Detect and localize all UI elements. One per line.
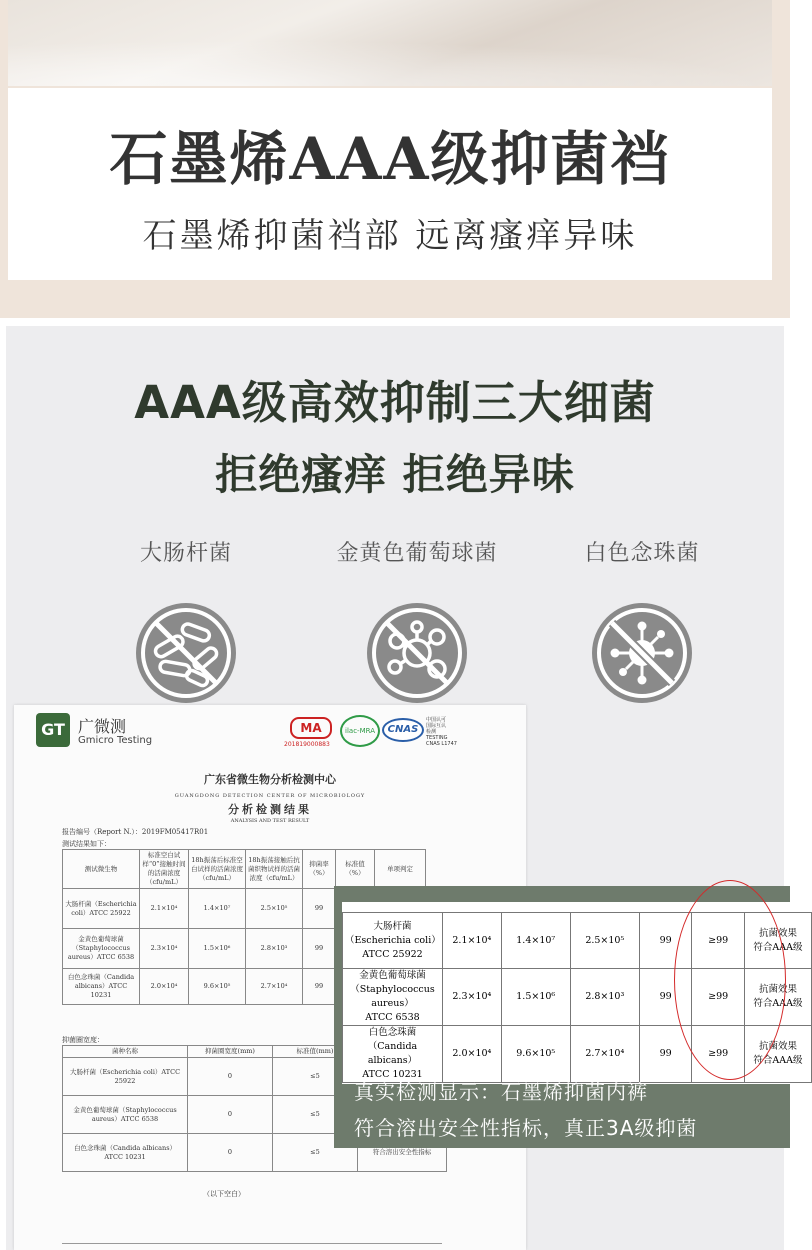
- result-title-en: ANALYSIS AND TEST RESULT: [230, 818, 310, 824]
- cnas-logo: CNAS: [382, 718, 424, 742]
- table-header: 单项判定: [375, 850, 426, 889]
- table-cell: 99: [303, 889, 336, 929]
- table-cell: ≥99: [692, 1026, 745, 1083]
- table-cell: 0: [188, 1096, 273, 1134]
- candida-prohibited-icon: [590, 601, 694, 705]
- callout-caption-line2: 符合溶出安全性指标，真正3A级抑菌: [354, 1116, 698, 1140]
- table-cell: 0: [188, 1134, 273, 1172]
- gmicro-logo: GT: [36, 713, 70, 747]
- ilac-mra-logo: ilac-MRA: [340, 715, 380, 747]
- section-label: 测试结果如下：: [62, 840, 111, 848]
- verdict-line: 符合AAA级: [753, 1055, 803, 1066]
- table-cell: ≤5: [273, 1096, 358, 1134]
- table-cell: 0: [188, 1058, 273, 1096]
- organism-latin: （Staphylococcus aureus）: [350, 984, 435, 1009]
- bacillus-prohibited-icon: [134, 601, 238, 705]
- lab-center-name: 广东省微生物分析检测中心: [204, 773, 336, 786]
- lab-brand: 广微测: [78, 717, 127, 736]
- highlight-ellipse: [674, 880, 786, 1080]
- table-cell: [343, 969, 443, 1026]
- table-cell: 2.1×10⁴: [140, 889, 189, 929]
- table-cell: 符合溶出安全性指标: [358, 1134, 447, 1172]
- organism-strain: ATCC 10231: [362, 1069, 423, 1080]
- blank-note: （以下空白）: [203, 1190, 245, 1198]
- table-cell: ≤5: [273, 1134, 358, 1172]
- report-number: 报告编号（Report N.）：2019FM05417R01: [62, 828, 209, 836]
- table-cell: 9.6×10⁵: [189, 969, 246, 1005]
- table-cell: ≥99: [692, 913, 745, 969]
- bacteria-item-staph: [317, 536, 517, 705]
- cnas-caption: 中国认可 国际互认 检测 TESTING CNAS L1747: [426, 717, 457, 747]
- table-header: 标准值（%）: [336, 850, 375, 889]
- table-cell: 1.5×10⁶: [501, 969, 570, 1026]
- organism-name: 白色念珠菌: [368, 1027, 417, 1038]
- table-cell: 1.4×10⁷: [189, 889, 246, 929]
- organism-latin: （Candida albicans）: [367, 1041, 418, 1066]
- verdict-line: 抗菌效果: [758, 927, 797, 939]
- table-header: 标准空白试样“0”接触时间的活菌浓度（cfu/mL）: [140, 850, 189, 889]
- table-cell: 2.7×10⁴: [570, 1026, 639, 1083]
- verdict-line: 符合AAA级: [753, 998, 803, 1009]
- lab-center-name-en: GUANGDONG DETECTION CENTER OF MICROBIOLOGY: [174, 793, 366, 799]
- table-cell: ≤5: [273, 1058, 358, 1096]
- table-header-row: [63, 850, 426, 889]
- table-cell: 金黄色葡萄球菌（Staphylococcus aureus）ATCC 6538: [63, 929, 140, 969]
- table-cell: 99: [639, 969, 692, 1026]
- staphylococcus-prohibited-icon: [365, 601, 469, 705]
- table-header: 18h振荡接触后抗菌织物试样的活菌浓度（cfu/mL）: [246, 850, 303, 889]
- table-header: 菌种名称: [63, 1046, 188, 1058]
- title-card: [8, 88, 772, 280]
- verdict-line: 符合AAA级: [753, 941, 803, 953]
- verdict-line: 抗菌效果: [758, 984, 797, 995]
- table-cell: 2.3×10⁴: [140, 929, 189, 969]
- page-subtitle: 石墨烯抑菌裆部 远离瘙痒异味: [142, 216, 638, 256]
- footer-rule: [62, 1243, 442, 1244]
- table-cell: ≥99: [692, 969, 745, 1026]
- organism-strain: ATCC 6538: [365, 1012, 420, 1023]
- page-title: 石墨烯AAA级抑菌裆: [109, 125, 671, 193]
- table-cell: 2.0×10⁴: [442, 1026, 501, 1083]
- table-cell: 2.1×10⁴: [442, 913, 501, 969]
- bacteria-item-candida: [542, 536, 742, 705]
- table-cell: 1.5×10⁶: [189, 929, 246, 969]
- table-cell: 2.5×10⁵: [246, 889, 303, 929]
- bacteria-item-ecoli: [86, 536, 286, 705]
- table-cell: 2.7×10⁴: [246, 969, 303, 1005]
- bacteria-name: 白色念珠菌: [584, 541, 700, 566]
- table-cell: 1.4×10⁷: [501, 913, 570, 969]
- feature-subheadline: 拒绝瘙痒 拒绝异味: [215, 450, 575, 499]
- feature-headline: AAA级高效抑制三大细菌: [134, 376, 656, 429]
- table-header: 标准值(mm): [273, 1046, 358, 1058]
- table-cell: [343, 913, 443, 969]
- table-cell: 99: [303, 929, 336, 969]
- table-cell: 99: [303, 969, 336, 1005]
- table-cell: 大肠杆菌（Escherichia coli）ATCC 25922: [63, 1058, 188, 1096]
- table-cell: 白色念珠菌（Candida albicans）ATCC 10231: [63, 969, 140, 1005]
- cma-number: 201819000883: [284, 741, 330, 748]
- organism-name: 大肠杆菌: [373, 920, 412, 932]
- table-cell: 大肠杆菌（Escherichia coli）ATCC 25922: [63, 889, 140, 929]
- table-header: 抑菌圈宽度(mm): [188, 1046, 273, 1058]
- organism-strain: ATCC 25922: [362, 948, 423, 960]
- result-title: 分析检测结果: [228, 803, 312, 816]
- verdict-line: 抗菌效果: [758, 1041, 797, 1052]
- table-cell: 99: [639, 1026, 692, 1083]
- table-cell: [343, 1026, 443, 1083]
- table-cell: 2.5×10⁵: [570, 913, 639, 969]
- table-cell: 2.0×10⁴: [140, 969, 189, 1005]
- table-cell: 金黄色葡萄球菌（Staphylococcus aureus）ATCC 6538: [63, 1096, 188, 1134]
- top-banner: [0, 0, 790, 318]
- lab-brand-en: Gmicro Testing: [78, 735, 153, 746]
- organism-latin: （Escherichia coli）: [345, 934, 441, 946]
- table-cell: 白色念珠菌（Candida albicans）ATCC 10231: [63, 1134, 188, 1172]
- bacteria-name: 金黄色葡萄球菌: [336, 541, 498, 566]
- table-cell: 2.8×10³: [570, 969, 639, 1026]
- section-label: 抑菌圈宽度：: [62, 1036, 104, 1044]
- cma-seal: MA: [290, 717, 332, 739]
- table-header: 抑菌率（%）: [303, 850, 336, 889]
- bacteria-name: 大肠杆菌: [139, 541, 232, 566]
- callout-caption-line1: 真实检测显示：石墨烯抑菌内裤: [354, 1080, 648, 1104]
- table-header: 18h振荡后标准空白试样的活菌浓度（cfu/mL）: [189, 850, 246, 889]
- table-cell: 2.8×10³: [246, 929, 303, 969]
- table-cell: 2.3×10⁴: [442, 969, 501, 1026]
- table-cell: 9.6×10⁵: [501, 1026, 570, 1083]
- fabric-photo: [8, 0, 772, 86]
- organism-name: 金黄色葡萄球菌: [359, 970, 426, 981]
- table-header: 测试微生物: [63, 850, 140, 889]
- table-cell: 99: [639, 913, 692, 969]
